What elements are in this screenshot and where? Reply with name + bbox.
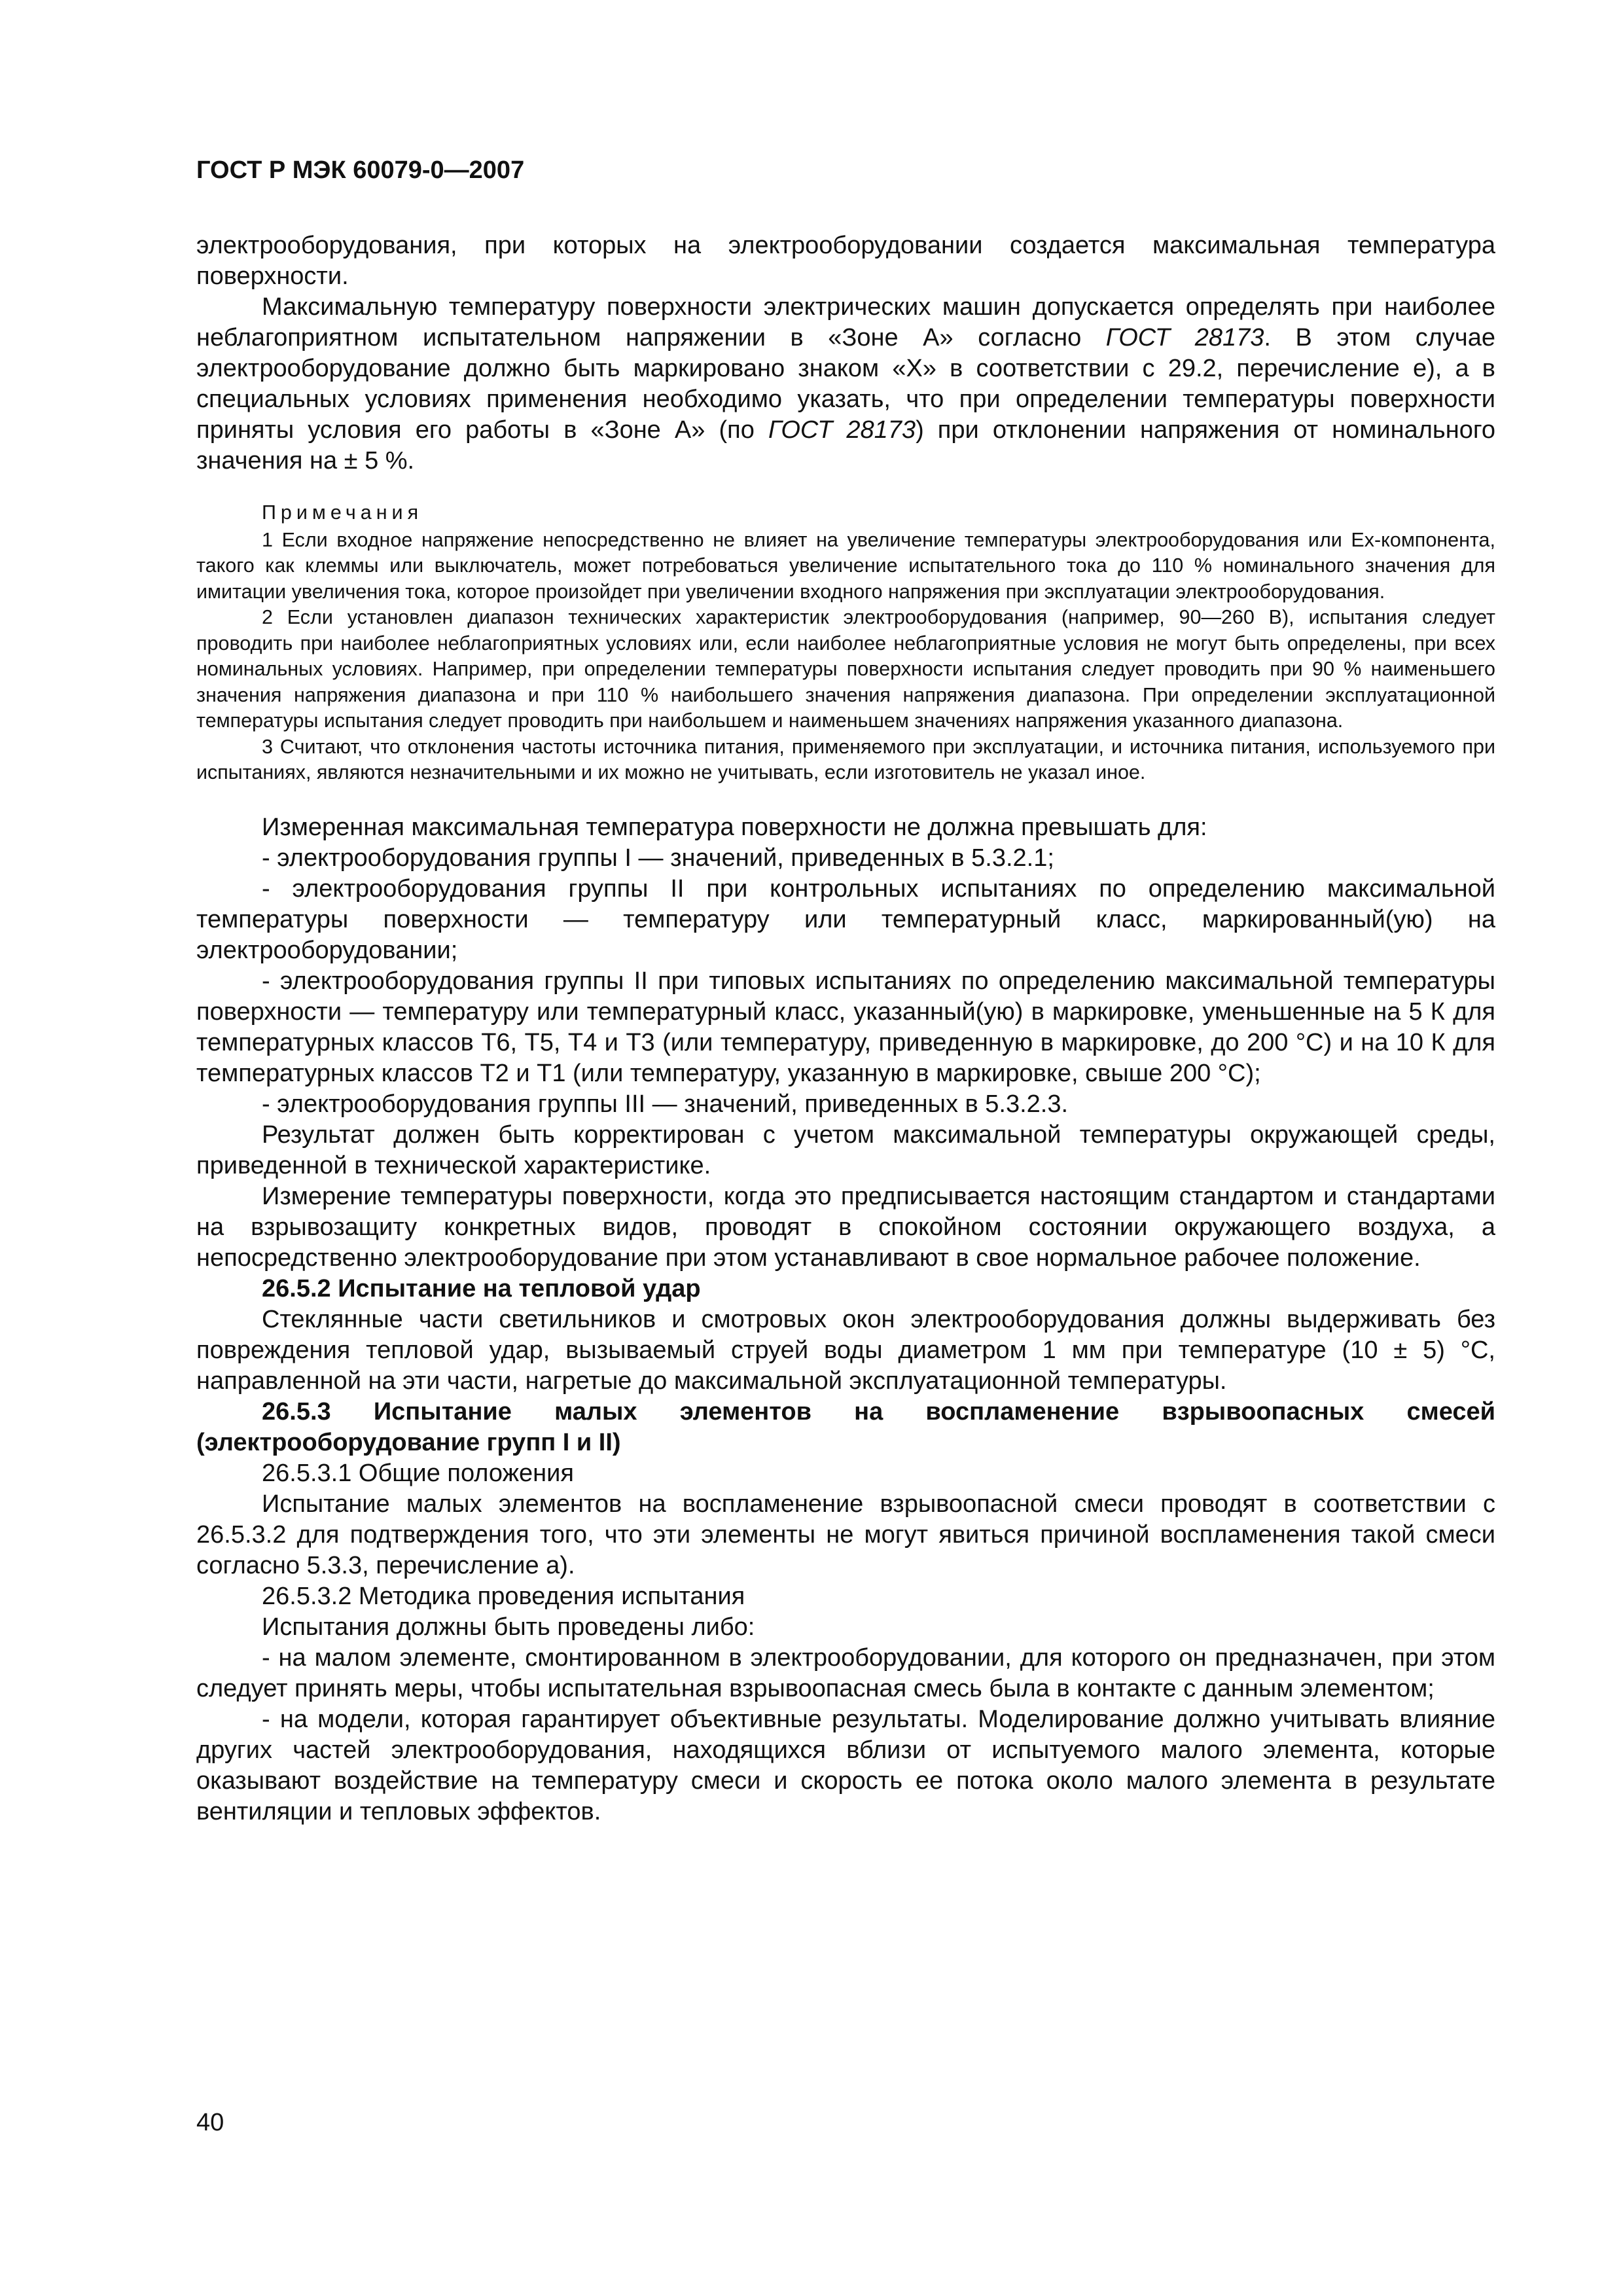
page-number: 40 <box>196 2109 224 2136</box>
paragraph: Испытание малых элементов на воспламенение взрывоопасной смеси проводят в соответствии с 26.5.3.2 для подтверждения того, что эти элементы не могут явиться причиной воспламенения такой смеси согласно 5.3.3, перечисление а). <box>196 1490 1495 1579</box>
paragraph: Испытания должны быть проведены либо: <box>262 1613 755 1641</box>
list-item: - на малом элементе, смонтированном в электрооборудовании, для которого он предназначен, при этом следует принять меры, чтобы испытательная взрывоопасная смесь была в контакте с данным элементом; <box>196 1643 1495 1702</box>
section-heading: 26.5.3 Испытание малых элементов на воспламенение взрывоопасных смесей (электрооборудование групп I и II) <box>196 1397 1495 1456</box>
text-run: . В этом случае электрооборудование должно быть маркировано знаком «X» в соответствии с 29.2, перечисление е), а в специальных условиях применения необходимо указать, что при определении температуры поверхности приняты условия его работы в «Зоне А» (по <box>196 324 1495 444</box>
notes-block <box>196 500 1495 786</box>
text-run: Максимальную температуру поверхности электрических машин допускается определять при наиболее неблагоприятном испытательном напряжении в «Зоне А» согласно <box>196 293 1495 351</box>
paragraph <box>196 292 1495 476</box>
section-heading: 26.5.2 Испытание на тепловой удар <box>262 1274 701 1302</box>
list-item: - электрооборудования группы III — значений, приведенных в 5.3.2.3. <box>262 1090 1069 1118</box>
paragraph: Результат должен быть корректирован с учетом максимальной температуры окружающей среды, приведенной в технической характеристике. <box>196 1121 1495 1179</box>
standard-reference: ГОСТ 28173 <box>768 416 916 444</box>
list-item: - электрооборудования группы I — значений, приведенных в 5.3.2.1; <box>262 844 1054 872</box>
paragraph: электрооборудования, при которых на электрооборудовании создается максимальная температура поверхности. <box>196 232 1495 290</box>
paragraph: Измерение температуры поверхности, когда это предписывается настоящим стандартом и стандартами на взрывозащиту конкретных видов, проводят в спокойном состоянии окружающего воздуха, а непосредственно электрооборудование при этом устанавливают в свое нормальное рабочее положение. <box>196 1182 1495 1272</box>
list-item: - электрооборудования группы II при типовых испытаниях по определению максимальной температуры поверхности — температуру или температурный класс, указанный(ую) в маркировке, уменьшенные на 5 К для температурных классов Т6, Т5, Т4 и Т3 (или температуру, приведенную в маркировке, до 200 °С) и на 10 К для температурных классов Т2 и Т1 (или температуру, указанную в маркировке, свыше 200 °С); <box>196 967 1495 1087</box>
standard-reference: ГОСТ 28173 <box>1105 324 1264 351</box>
intro-text <box>196 230 1495 476</box>
note-item: 2 Если установлен диапазон технических характеристик электрооборудования (например, 90—260 В), испытания следует проводить при наиболее неблагоприятных условиях или, если наиболее неблагоприятные условия не могут быть определены, при всех номинальных условиях. Например, при определении температуры поверхности испытания следует проводить при 90 % наименьшего значения напряжения диапазона и при 110 % наибольшего значения напряжения диапазона. При определении эксплуатационной температуры испытания следует проводить при наибольшем и наименьшем значениях напряжения указанного диапазона. <box>196 606 1495 732</box>
subsection-heading: 26.5.3.1 Общие положения <box>262 1459 574 1487</box>
paragraph: Стеклянные части светильников и смотровых окон электрооборудования должны выдерживать без повреждения тепловой удар, вызываемый струей воды диаметром 1 мм при температуре (10 ± 5) °С, направленной на эти части, нагретые до максимальной эксплуатационной температуры. <box>196 1305 1495 1395</box>
paragraph: Измеренная максимальная температура поверхности не должна превышать для: <box>262 813 1207 841</box>
text-run: ) при отклонении напряжения от номинального значения на ± 5 %. <box>196 416 1496 475</box>
note-item: 1 Если входное напряжение непосредственно не влияет на увеличение температуры электрооборудования или Ex-компонента, такого как клеммы или выключатель, может потребоваться увеличение испытательного тока до 110 % номинального значения для имитации увеличения тока, которое произойдет при увеличении входного напряжения при эксплуатации электрооборудования. <box>196 528 1495 603</box>
notes-title: Примечания <box>262 501 423 524</box>
standard-header: ГОСТ Р МЭК 60079-0—2007 <box>196 156 525 184</box>
subsection-heading: 26.5.3.2 Методика проведения испытания <box>262 1582 745 1610</box>
note-item: 3 Считают, что отклонения частоты источника питания, применяемого при эксплуатации, и источника питания, используемого при испытаниях, являются незначительными и их можно не учитывать, если изготовитель не указал иное. <box>196 735 1495 783</box>
list-item: - на модели, которая гарантирует объективные результаты. Моделирование должно учитывать влияние других частей электрооборудования, находящихся вблизи от испытуемого малого элемента, которые оказывают воздействие на температуру смеси и скорость ее потока около малого элемента в результате вентиляции и тепловых эффектов. <box>196 1705 1495 1825</box>
list-item: - электрооборудования группы II при контрольных испытаниях по определению максимальной температуры поверхности — температуру или температурный класс, маркированный(ую) на электрооборудовании; <box>196 874 1495 964</box>
page-content <box>196 154 1495 1827</box>
main-text <box>196 812 1495 1827</box>
